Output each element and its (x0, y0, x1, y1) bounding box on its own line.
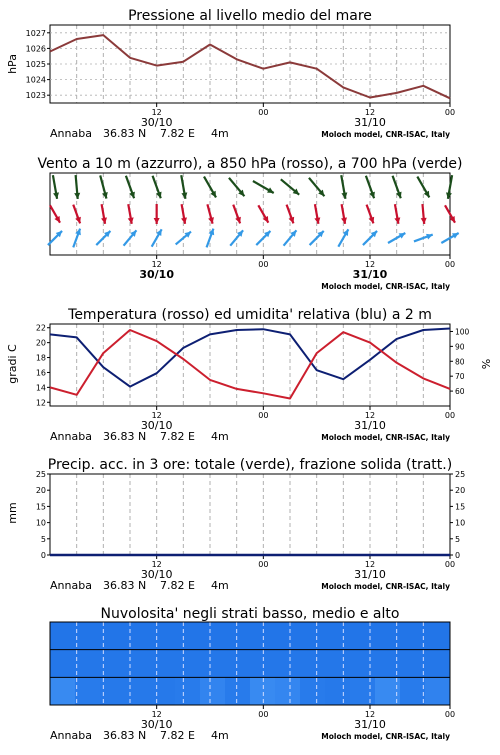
wind-850-arrow (314, 204, 320, 224)
temperature-ylabel-right: % (480, 358, 493, 370)
cloud-cell-medio (200, 650, 226, 678)
wind-850-arrow (367, 205, 375, 224)
precip-title: Precip. acc. in 3 ore: totale (verde), frazione solida (tratt.) (47, 457, 453, 473)
temperature-time-tick-label: 00 (444, 411, 456, 420)
precip-time-tick-label: 00 (444, 560, 456, 569)
cloud-location-name: Annaba (50, 729, 92, 742)
wind-850-arrow (181, 204, 187, 224)
wind-time-tick-label: 12 (151, 260, 162, 269)
humidity-ytick-label-right: 70 (455, 372, 465, 382)
cloud-location-lon: 7.82 E (160, 729, 195, 742)
wind-850-arrow (341, 204, 347, 224)
cloud-time-tick-label: 12 (151, 710, 162, 719)
cloud-cell-basso (275, 677, 301, 705)
precip-ytick-label: 25 (35, 470, 46, 479)
temperature-date-label: 30/10 (140, 419, 173, 432)
wind-model-credit: Moloch model, CNR-ISAC, Italy (321, 282, 450, 291)
cloud-time-tick-label: 00 (258, 710, 269, 719)
wind-date-label: 31/10 (352, 268, 388, 281)
temperature-time-tick-label: 00 (258, 411, 269, 420)
cloud-cell-medio (300, 650, 326, 678)
precip-model-credit: Moloch model, CNR-ISAC, Italy (321, 582, 450, 591)
wind-10m-arrow (96, 231, 110, 245)
temperature-time-tick-label: 12 (151, 411, 162, 420)
cloud-cell-medio (150, 650, 176, 678)
pressure-date-label: 31/10 (354, 116, 386, 129)
precip-ytick-label-right: 20 (455, 486, 466, 496)
cloud-cell-alto (275, 622, 301, 650)
wind-850-arrow-head (421, 218, 427, 224)
temperature-location-alt: 4m (211, 430, 229, 443)
precip-date-label: 30/10 (140, 568, 173, 581)
pressure-location-alt: 4m (211, 127, 229, 140)
cloud-cell-basso (425, 677, 451, 705)
temperature-frame (50, 324, 450, 406)
cloud-cell-medio (250, 650, 276, 678)
wind-10m-arrow (414, 234, 433, 242)
pressure-time-tick-label: 00 (258, 108, 269, 117)
temperature-ytick-label: 12 (35, 398, 46, 408)
wind-title: Vento a 10 m (azzurro), a 850 hPa (rosso), a 700 hPa (verde) (37, 156, 463, 172)
cloud-cell-alto (425, 622, 451, 650)
cloud-cell-basso (125, 677, 151, 705)
precip-date-label: 31/10 (354, 568, 386, 581)
temperature-location-lat: 36.83 N (103, 430, 147, 443)
cloud-cell-alto (325, 622, 351, 650)
cloud-cell-medio (425, 650, 451, 678)
wind-850-arrow (258, 205, 268, 222)
cloud-cell-basso (75, 677, 101, 705)
cloud-cell-medio (75, 650, 101, 678)
wind-10m-arrow (310, 231, 324, 245)
cloud-cell-alto (50, 622, 76, 650)
precip-location-lat: 36.83 N (103, 579, 147, 592)
wind-850-arrow (421, 204, 427, 224)
humidity-ytick-label-right: 90 (455, 342, 465, 352)
cloud-cell-alto (400, 622, 426, 650)
cloud-cell-basso (50, 677, 76, 705)
precip-ytick-label-right: 5 (455, 534, 461, 544)
cloud-cell-alto (350, 622, 376, 650)
wind-850-arrow (101, 204, 107, 224)
cloud-cell-alto (125, 622, 151, 650)
cloud-cell-basso (400, 677, 426, 705)
wind-850-arrow (233, 205, 241, 224)
wind-10m-arrow (388, 233, 405, 243)
wind-700-arrow (74, 175, 80, 199)
cloud-cell-medio (350, 650, 376, 678)
temperature-ytick-label: 14 (35, 383, 46, 393)
cloud-cell-medio (400, 650, 426, 678)
cloud-cell-basso (250, 677, 276, 705)
cloud-cell-medio (275, 650, 301, 678)
precip-ytick-label: 10 (35, 518, 46, 528)
pressure-location-lon: 7.82 E (160, 127, 195, 140)
wind-850-arrow (394, 204, 400, 224)
cloud-cell-alto (150, 622, 176, 650)
temperature-location-name: Annaba (50, 430, 92, 443)
temperature-line (50, 330, 450, 399)
wind-700-arrow (100, 175, 108, 198)
pressure-location-lat: 36.83 N (103, 127, 147, 140)
wind-700-arrow (341, 175, 347, 199)
wind-850-arrow (154, 204, 160, 224)
precip-time-tick-label: 12 (364, 560, 376, 569)
temperature-time-tick-label: 12 (364, 411, 376, 420)
cloud-location-lat: 36.83 N (103, 729, 147, 742)
temperature-model-credit: Moloch model, CNR-ISAC, Italy (321, 433, 450, 442)
temperature-ytick-label: 16 (35, 368, 46, 378)
pressure-ytick-label: 1024 (25, 75, 46, 85)
precip-time-tick-label: 00 (258, 560, 269, 569)
cloud-cell-basso (350, 677, 376, 705)
precip-ytick-label-right: 0 (455, 551, 461, 560)
wind-850-arrow (207, 204, 214, 223)
precip-location-alt: 4m (211, 579, 229, 592)
precip-frame (50, 474, 450, 555)
pressure-ytick-label: 1025 (25, 60, 46, 69)
cloud-model-credit: Moloch model, CNR-ISAC, Italy (321, 732, 450, 741)
pressure-ytick-label: 1026 (25, 44, 46, 54)
pressure-title: Pressione al livello medio del mare (128, 8, 372, 24)
temperature-ylabel: gradi C (6, 344, 19, 384)
precip-ytick-label-right: 25 (455, 470, 466, 479)
precip-time-tick-label: 12 (151, 560, 162, 569)
cloud-cell-medio (325, 650, 351, 678)
pressure-ytick-label: 1027 (25, 28, 46, 38)
pressure-time-tick-label: 00 (444, 108, 456, 117)
humidity-ytick-label-right: 80 (455, 357, 465, 367)
cloud-cell-alto (300, 622, 326, 650)
pressure-date-label: 30/10 (140, 116, 173, 129)
wind-850-arrow (128, 204, 134, 224)
wind-700-arrow (53, 175, 59, 199)
temperature-ytick-label: 22 (35, 323, 46, 333)
cloud-cell-basso (200, 677, 226, 705)
temperature-title: Temperatura (rosso) ed umidita' relativa (blu) a 2 m (68, 307, 432, 323)
wind-850-arrow (73, 205, 81, 224)
humidity-ytick-label-right: 60 (455, 387, 465, 397)
cloud-cell-alto (225, 622, 251, 650)
wind-10m-arrow (363, 231, 377, 245)
cloud-cell-medio (50, 650, 76, 678)
wind-time-tick-label: 12 (364, 260, 376, 269)
pressure-location-name: Annaba (50, 127, 92, 140)
precip-ytick-label: 0 (40, 551, 46, 560)
cloud-cell-medio (175, 650, 201, 678)
cloud-date-label: 31/10 (354, 718, 386, 731)
wind-850-arrow (287, 205, 295, 224)
cloud-date-label: 30/10 (140, 718, 173, 731)
cloud-cell-basso (150, 677, 176, 705)
cloud-cell-basso (225, 677, 251, 705)
temperature-location-lon: 7.82 E (160, 430, 195, 443)
cloud-title: Nuvolosita' negli strati basso, medio e alto (100, 606, 400, 622)
pressure-time-tick-label: 12 (151, 108, 162, 117)
pressure-ytick-label: 1023 (25, 91, 46, 101)
precip-ytick-label: 5 (40, 534, 46, 544)
wind-850-arrow (50, 205, 60, 222)
temperature-date-label: 31/10 (354, 419, 386, 432)
pressure-time-tick-label: 12 (364, 108, 376, 117)
pressure-line (50, 35, 450, 98)
cloud-cell-alto (200, 622, 226, 650)
precip-ytick-label-right: 10 (455, 518, 466, 528)
cloud-cell-alto (75, 622, 101, 650)
cloud-time-tick-label: 00 (444, 710, 456, 719)
precip-ytick-label: 15 (35, 502, 46, 512)
wind-850-arrow-head (154, 218, 160, 224)
wind-10m-arrow (176, 232, 191, 245)
cloud-location-alt: 4m (211, 729, 229, 742)
temperature-ytick-label: 18 (35, 353, 46, 363)
pressure-ylabel: hPa (6, 54, 19, 74)
humidity-ytick-label-right: 100 (455, 327, 470, 337)
cloud-time-tick-label: 12 (364, 710, 376, 719)
cloud-cell-medio (225, 650, 251, 678)
wind-10m-arrow (256, 231, 270, 245)
cloud-cell-basso (300, 677, 326, 705)
cloud-cell-basso (325, 677, 351, 705)
wind-time-tick-label: 00 (258, 260, 269, 269)
wind-time-tick-label: 00 (444, 260, 456, 269)
cloud-cell-basso (175, 677, 201, 705)
pressure-model-credit: Moloch model, CNR-ISAC, Italy (321, 130, 450, 139)
cloud-cell-alto (250, 622, 276, 650)
cloud-cell-medio (125, 650, 151, 678)
wind-700-arrow (181, 175, 187, 199)
wind-date-label: 30/10 (139, 268, 174, 281)
cloud-cell-alto (175, 622, 201, 650)
wind-700-arrow-head (74, 193, 80, 199)
precip-location-lon: 7.82 E (160, 579, 195, 592)
temperature-ytick-label: 20 (35, 338, 46, 348)
precip-ytick-label-right: 15 (455, 502, 466, 512)
precip-ytick-label: 20 (35, 486, 46, 496)
precip-location-name: Annaba (50, 579, 92, 592)
wind-700-arrow (446, 175, 452, 199)
precip-ylabel: mm (6, 502, 19, 524)
